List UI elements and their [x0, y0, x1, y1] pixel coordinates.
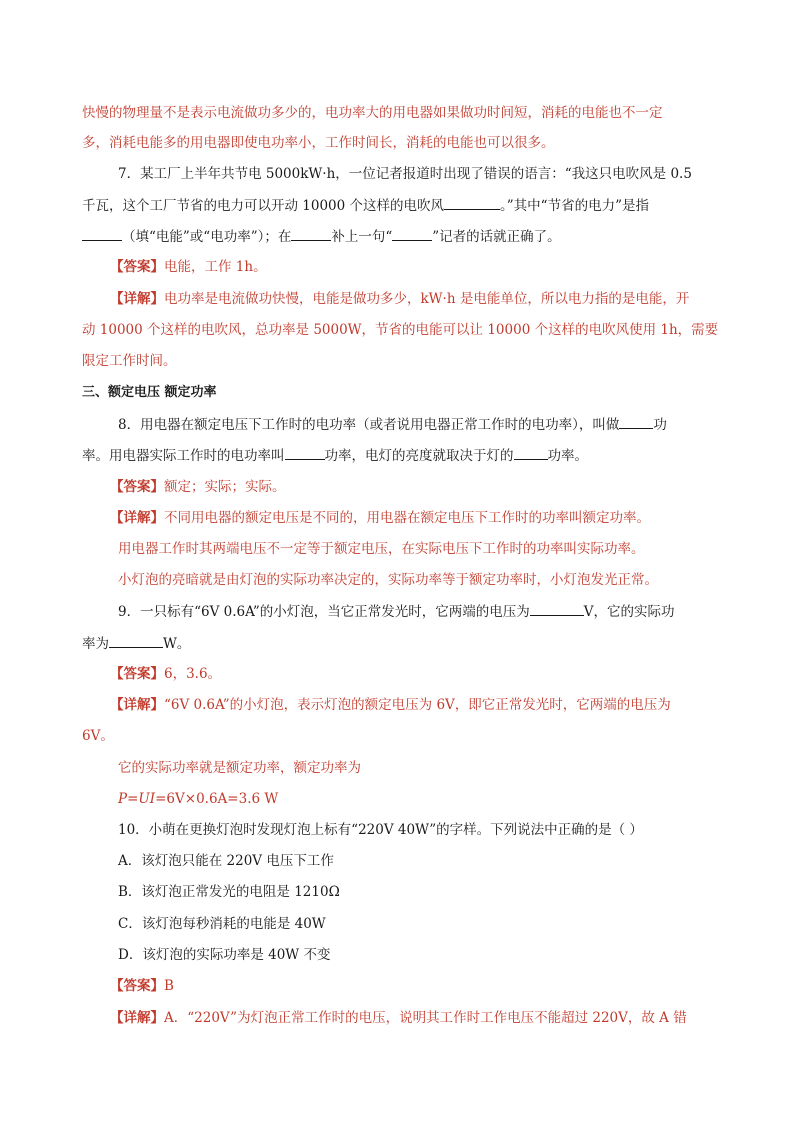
- text-segment: 功: [653, 417, 667, 433]
- formula-line: [118, 789, 278, 809]
- answer-blank: [514, 445, 548, 460]
- text-segment: W。: [163, 636, 191, 652]
- detail-9-line-1: [110, 695, 671, 715]
- answer-label: 【答案】: [110, 666, 164, 682]
- answer-label: 【答案】: [110, 259, 164, 275]
- answer-text: 6，3.6。: [164, 666, 222, 682]
- text-segment: （填“电能”或“电功率”）；在: [122, 229, 292, 245]
- detail-7-line-3: 限定工作时间。: [82, 353, 177, 369]
- answer-label: 【答案】: [110, 479, 164, 495]
- detail-label: 【详解】: [110, 291, 164, 307]
- section-heading: 三、额定电压 额定功率: [82, 385, 217, 400]
- text-segment: 功率，电灯的亮度就取决于灯的: [324, 448, 514, 464]
- answer-text: B: [164, 978, 174, 994]
- answer-blank: [82, 226, 122, 241]
- text-segment: 8．用电器在额定电压下工作时的电功率（或者说用电器正常工作时的电功率），叫做: [118, 417, 620, 433]
- detail-9-line-2: 6V。: [82, 728, 114, 744]
- text-segment: 率。用电器实际工作时的电功率叫: [82, 448, 285, 464]
- option-d: D．该灯泡的实际功率是 40W 不变: [118, 947, 331, 963]
- formula-result: 6V×0.6A=3.6 W: [166, 791, 279, 807]
- detail-label: 【详解】: [110, 697, 164, 713]
- answer-10: [110, 976, 174, 996]
- option-c: C．该灯泡每秒消耗的电能是 40W: [118, 916, 326, 932]
- text-segment: 千瓦，这个工厂节省的电力可以开动 10000 个这样的电吹风: [82, 198, 445, 214]
- answer-7: [110, 257, 267, 277]
- answer-text: 额定；实际；实际。: [164, 479, 286, 495]
- detail-label: 【详解】: [110, 1010, 164, 1026]
- answer-blank: [109, 633, 163, 648]
- text-segment: ”记者的话就正确了。: [432, 229, 561, 245]
- answer-text: 电能，工作 1h。: [164, 259, 267, 275]
- detail-text: 电功率是电流做功快慢，电能是做功多少，kW·h 是电能单位，所以电力指的是电能，开: [164, 291, 690, 307]
- question-7-line-3: [82, 226, 561, 247]
- detail-7-line-1: [110, 289, 689, 309]
- text-segment: 。”其中“节省的电力”是指: [500, 198, 649, 214]
- answer-blank: [619, 414, 653, 429]
- text-line: 快慢的物理量不是表示电流做功多少的，电功率大的用电器如果做功时间短，消耗的电能也不一定: [82, 105, 663, 121]
- answer-blank: [530, 601, 584, 616]
- detail-10-line-1: [110, 1008, 687, 1028]
- answer-9: [110, 664, 221, 684]
- detail-8-line-2: 用电器工作时其两端电压不一定等于额定电压，在实际电压下工作时的功率叫实际功率。: [118, 541, 645, 557]
- question-9-line-2: [82, 633, 190, 654]
- detail-text: “6V 0.6A”的小灯泡，表示灯泡的额定电压为 6V，即它正常发光时，它两端的电压为: [164, 697, 671, 713]
- detail-8-line-3: 小灯泡的亮暗就是由灯泡的实际功率决定的，实际功率等于额定功率时，小灯泡发光正常。: [118, 572, 658, 588]
- text-segment: 功率。: [547, 448, 588, 464]
- question-10: 10．小萌在更换灯泡时发现灯泡上标有“220V 40W”的字样。下列说法中正确的是（ ）: [118, 822, 643, 838]
- text-segment: 补上一句“: [331, 229, 393, 245]
- detail-text: 不同用电器的额定电压是不同的，用电器在额定电压下工作时的功率叫额定功率。: [164, 510, 650, 526]
- question-7-line-2: [82, 195, 649, 216]
- question-7-line-1: 7．某工厂上半年共节电 5000kW·h，一位记者报道时出现了错误的语言：“我这只电吹风是 0.5: [118, 166, 692, 182]
- detail-7-line-2: 动 10000 个这样的电吹风，总功率是 5000W，节省的电能可以让 10000 个这样的电吹风使用 1h，需要: [82, 322, 719, 338]
- question-8-line-1: [118, 414, 667, 435]
- answer-blank: [444, 195, 500, 210]
- option-a: A．该灯泡只能在 220V 电压下工作: [118, 853, 334, 869]
- question-8-line-2: [82, 445, 588, 466]
- detail-9-line-3: 它的实际功率就是额定功率，额定功率为: [118, 760, 361, 776]
- formula-variables: P=UI=: [118, 791, 167, 807]
- answer-blank: [285, 445, 325, 460]
- text-segment: 率为: [82, 636, 109, 652]
- text-segment: 9．一只标有“6V 0.6A”的小灯泡，当它正常发光时，它两端的电压为: [118, 604, 530, 620]
- option-b: B．该灯泡正常发光的电阻是 1210Ω: [118, 884, 340, 900]
- text-line: 多，消耗电能多的用电器即使电功率小，工作时间长，消耗的电能也可以很多。: [82, 135, 555, 151]
- text-segment: V，它的实际功: [583, 604, 675, 620]
- answer-blank: [392, 226, 432, 241]
- question-9-line-1: [118, 601, 675, 622]
- detail-label: 【详解】: [110, 510, 164, 526]
- detail-text: A．“220V”为灯泡正常工作时的电压，说明其工作时工作电压不能超过 220V，故 A 错: [164, 1010, 687, 1026]
- answer-label: 【答案】: [110, 978, 164, 994]
- detail-8-line-1: [110, 508, 650, 528]
- answer-blank: [291, 226, 331, 241]
- answer-8: [110, 477, 286, 497]
